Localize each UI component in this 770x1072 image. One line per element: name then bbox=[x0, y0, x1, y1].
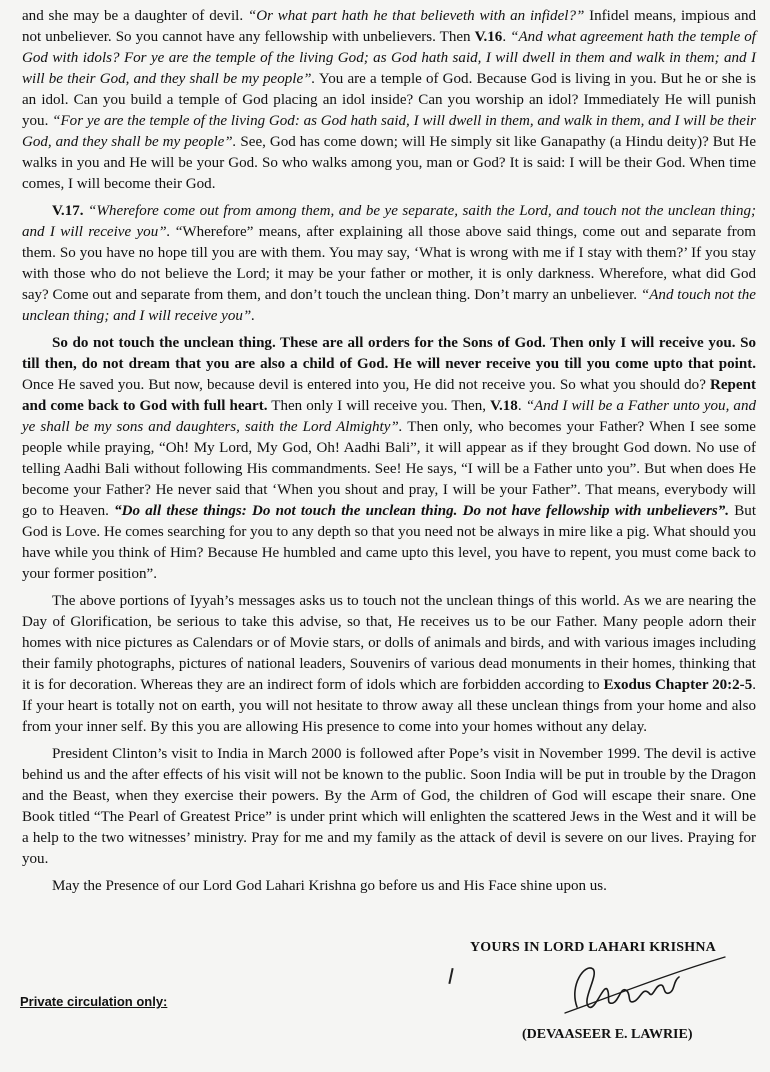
text-run: “Or what part hath he that believeth with an infidel?” bbox=[247, 8, 585, 24]
text-run: . bbox=[517, 398, 526, 414]
private-circulation-note: Private circulation only: bbox=[20, 994, 168, 1009]
text-run: V.16 bbox=[474, 29, 503, 45]
text-run: . If your heart is totally not on earth, you will not hesitate to throw away all these unclean things from your home and also from your inner self. By this you are allowing His presence to come into your homes without any delay. bbox=[22, 677, 756, 735]
text-run: “Wherefore come out from among them, and be ye separate, saith the Lord, and touch not the unclean thing; and I will receive you”. bbox=[22, 203, 757, 240]
text-run: Once He saved you. But now, because devil is entered into you, He did not receive you. So what you should do? bbox=[22, 377, 711, 393]
text-run: “For ye are the temple of the living God: as God hath said, I will dwell in them, and walk in them, and I will be their God, and they shall be my people”. bbox=[22, 113, 757, 150]
text-run: You are a temple of God. Because God is living in you. But he or she is an idol. Can you build a temple of God placing an idol inside? Can you worship an idol? Immediately He will punish you. bbox=[22, 71, 757, 129]
text-run: See, God has come down; will He simply sit like Ganapathy (a Hindu deity)? But He walks in you and He will be your God. So who walks among you, man or God? It is said: I will be their God. When time comes, I will become their God. bbox=[22, 134, 757, 192]
paragraph bbox=[22, 333, 756, 585]
text-run: But God is Love. He comes searching for you to any depth so that you need not be always in mire like a pig. What should you have while you think of Him? Because He humbled and came upto this level, you have to repent, you must come back to your former position”. bbox=[22, 503, 756, 582]
text-run: Then only I will receive you. Then, bbox=[267, 398, 491, 414]
letter-body bbox=[22, 6, 756, 897]
paragraph bbox=[22, 6, 756, 195]
text-run: May the Presence of our Lord God Lahari Krishna go before us and His Face shine upon us. bbox=[52, 878, 607, 894]
text-run: Infidel means, impious and not unbeliever. So you cannot have any fellowship with unbelievers. Then bbox=[22, 8, 757, 45]
text-run: Then only, who becomes your Father? When I see some people while praying, “Oh! My Lord, My God, Oh! Aadhi Bali”, it will appear as if they brought God down. No use of telling Aadhi Bali without following His commandments. See! He says, “I will be a Father unto you”. But when does He become your Father? He never said that ‘When you shout and pray, I will be your Father”. That means, everybody will go to Heaven. bbox=[22, 419, 756, 519]
text-run: “And touch not the unclean thing; and I will receive you”. bbox=[22, 287, 756, 324]
text-run: President Clinton’s visit to India in March 2000 is followed after Pope’s visit in November 1999. The devil is active behind us and the after effects of his visit will not be known to the public. Soon India will be put in trouble by the Dragon and the Beast, when they exercise their powers. By the Arm of God, the children of God will escape their snare. One Book titled “The Pearl of Greatest Price” is under print which will enlighten the scattered Jews in the West and it will be a help to the two witnesses’ ministry. Pray for me and my family as the attack of devil is severe on our lives. Praying for you. bbox=[22, 746, 756, 867]
closing-line: YOURS IN LORD LAHARI KRISHNA bbox=[470, 940, 716, 955]
text-run: Exodus Chapter 20:2-5 bbox=[603, 677, 753, 693]
text-run: The above portions of Iyyah’s messages asks us to touch not the unclean things of this world. As we are nearing the Day of Glorification, be serious to take this advise, so that, He receives us to be our Father. Many people adorn their homes with nice pictures as Calendars or of Movie stars, or dolls of animals and birds, and with various images including their family photographs, pictures of national leaders, Souvenirs of various dead monuments in their homes, thinking that it is for decoration. Whereas they are an indirect form of idols which are forbidden according to bbox=[22, 593, 756, 693]
signer-name: (DEVAASEER E. LAWRIE) bbox=[522, 1027, 693, 1042]
paragraph bbox=[22, 591, 756, 738]
text-run: V.17. bbox=[52, 203, 84, 219]
text-run: “Do all these things: Do not touch the unclean thing. Do not have fellowship with unbelievers”. bbox=[114, 503, 730, 519]
text-run: Repent and come back to God with full heart. bbox=[22, 377, 756, 414]
paragraph bbox=[22, 744, 756, 870]
text-run: So do not touch the unclean thing. These are all orders for the Sons of God. Then only I will receive you. So till then, do not dream that you are also a child of God. He will never receive you till you come upto that point. bbox=[22, 335, 756, 372]
text-run: V.18 bbox=[490, 398, 518, 414]
handwritten-signature bbox=[555, 955, 735, 1025]
text-run: . bbox=[502, 29, 511, 45]
text-run: “And I will be a Father unto you, and ye shall be my sons and daughters, saith the Lord Almighty”. bbox=[22, 398, 756, 435]
text-run: “Wherefore” means, after explaining all those above said things, come out and separate from them. So you have no hope till you are with them. You may say, ‘What is wrong with me if I stay with them?’ If you stay with those who do not believe the Lord; it may be your father or mother, it is only darkness. Wherefore, what did God say? Come out and separate from them, and don’t touch the unclean thing. Don’t marry an unbeliever. bbox=[22, 224, 757, 303]
paragraph bbox=[22, 876, 756, 897]
text-run: and she may be a daughter of devil. bbox=[22, 8, 248, 24]
paragraph bbox=[22, 201, 756, 327]
text-run: “And what agreement hath the temple of God with idols? For ye are the temple of the living God; as God hath said, I will dwell in them and walk in them; and I will be their God, and they shall be my people”. bbox=[22, 29, 756, 87]
pen-mark bbox=[448, 968, 453, 984]
